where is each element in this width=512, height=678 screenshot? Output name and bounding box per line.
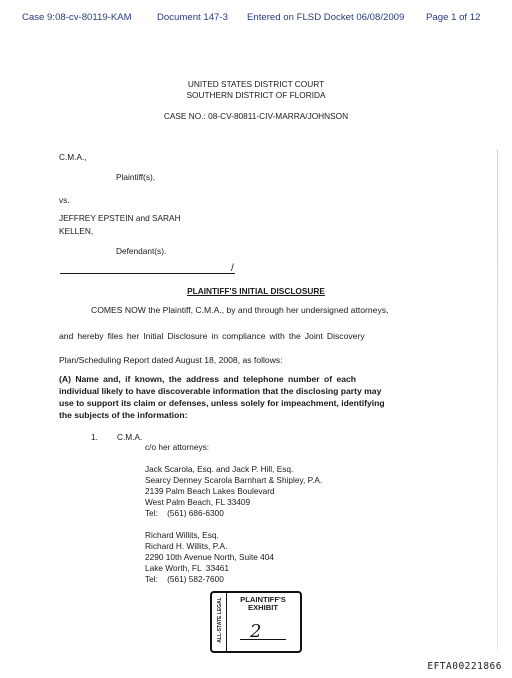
firm-1-block [145,464,322,519]
caption-slash: / [231,263,234,274]
scan-edge-line [497,150,498,650]
intro-line-3: Plan/Scheduling Report dated August 18, 2008, as follows: [59,355,283,365]
case-number: CASE NO.: 08-CV-80811-CIV-MARRA/JOHNSON [163,111,349,121]
sticker-brand: ALL-STATE LEGAL [217,597,223,643]
item-care-of: c/o her attorneys: [145,442,210,452]
sticker-underline [240,639,286,640]
versus: vs. [59,195,70,205]
firm-2-block [145,530,274,585]
sticker-title [228,596,298,612]
firm-2-line: Richard Willits, Esq. [145,530,219,540]
header-document: Document 147-3 [157,12,228,23]
bates-number: EFTA00221866 [427,661,502,672]
firm-2-line: Lake Worth, FL 33461 [145,563,229,573]
document-title: PLAINTIFF'S INITIAL DISCLOSURE [187,286,325,296]
section-a-line-1: (A) Name and, if known, the address and telephone number of each [59,374,357,384]
header-page: Page 1 of 12 [426,12,481,23]
item-number: 1. [91,432,98,442]
firm-2-line: Tel: (561) 582-7600 [145,574,224,584]
sticker-title-line-2: EXHIBIT [248,603,278,612]
plaintiff-role: Plaintiff(s), [116,172,156,182]
defendant-role: Defendant(s). [116,246,167,256]
header-case: Case 9:08-cv-80119-KAM [22,12,132,23]
firm-1-line: Tel: (561) 686-6300 [145,508,224,518]
defendants-line-2: KELLEN, [59,226,94,236]
defendants-line-1: JEFFREY EPSTEIN and SARAH [59,213,181,223]
firm-2-line: Richard H. Willits, P.A. [145,541,228,551]
section-a-line-2: individual likely to have discoverable information that the disclosing party may [59,386,382,396]
sticker-side-strip [212,593,227,651]
firm-1-line: 2139 Palm Beach Lakes Boulevard [145,486,275,496]
firm-1-line: West Palm Beach, FL 33409 [145,497,251,507]
court-name: UNITED STATES DISTRICT COURT [187,79,325,89]
sticker-title-line-1: PLAINTIFF'S [240,595,286,604]
caption-line [60,273,235,274]
court-district: SOUTHERN DISTRICT OF FLORIDA [186,90,326,100]
item-name: C.M.A. [117,432,143,442]
intro-line-2: and hereby files her Initial Disclosure in compliance with the Joint Discovery [59,331,365,341]
plaintiff-name: C.M.A., [59,152,87,162]
firm-2-line: 2290 10th Avenue North, Suite 404 [145,552,275,562]
header-entered: Entered on FLSD Docket 06/08/2009 [247,12,405,23]
intro-line-1: COMES NOW the Plaintiff, C.M.A., by and through her undersigned attorneys, [91,305,389,315]
firm-1-line: Searcy Denney Scarola Barnhart & Shipley, P.A. [145,475,323,485]
section-a-line-3: use to support its claim or defenses, unless solely for impeachment, identifying [59,398,385,408]
exhibit-number: 2 [250,621,262,642]
exhibit-sticker [210,591,302,653]
firm-1-line: Jack Scarola, Esq. and Jack P. Hill, Esq. [145,464,294,474]
section-a-line-4: the subjects of the information: [59,410,188,420]
